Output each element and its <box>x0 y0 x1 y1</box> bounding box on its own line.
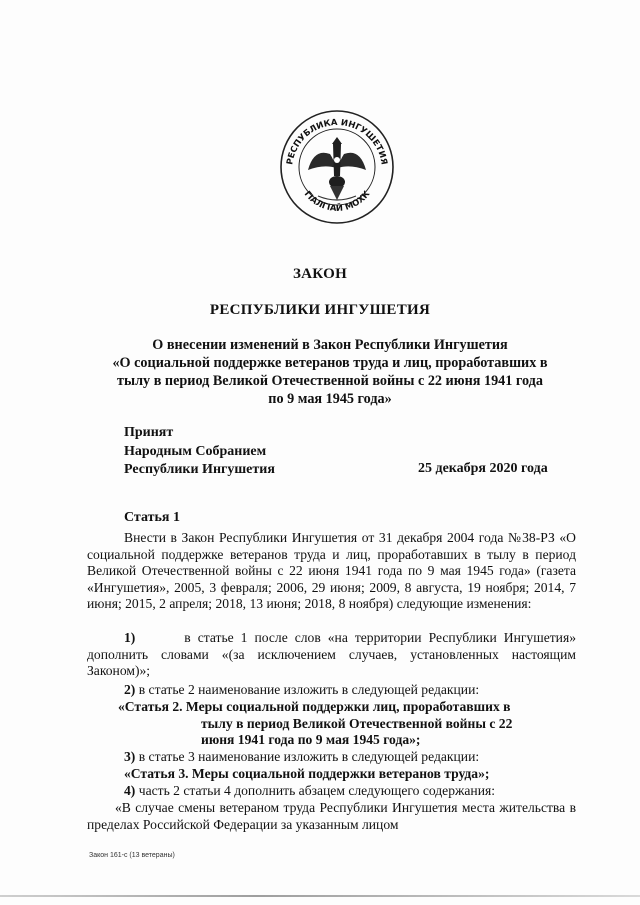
article-heading: Статья 1 <box>124 510 180 525</box>
adopted-date: 25 декабря 2020 года <box>418 461 548 476</box>
amendment-item-1 <box>87 630 576 680</box>
law-title: ЗАКОН <box>292 266 348 282</box>
emblem-bottom-text: ГIАЛГIАЙ МОХК <box>301 189 373 214</box>
amendment-item-4 <box>124 783 495 799</box>
adopted-by: Народным Собранием <box>124 443 267 459</box>
adopted-label: Принят <box>124 425 174 440</box>
amendment-item-2 <box>124 682 479 698</box>
item-number: 2) <box>124 682 136 697</box>
subject-line: «О социальной поддержке ветеранов труда и лиц, проработавших в <box>112 355 548 371</box>
article-3-new-title: «Статья 3. Меры социальной поддержки ветеранов труда»; <box>124 766 490 781</box>
republic-title: РЕСПУБЛИКИ ИНГУШЕТИЯ <box>209 302 431 318</box>
item-text: в статье 3 наименование изложить в следующей редакции: <box>138 749 480 764</box>
footer-note: Закон 161-с (13 ветераны) <box>89 852 175 859</box>
emblem-top-text: РЕСПУБЛИКА ИНГУШЕТИЯ <box>285 117 389 166</box>
item-text: в статье 1 после слов «на территории Республики Ингушетия» дополнить словами «(за исключением случаев, установленных настоящим Законом)»; <box>87 630 576 678</box>
subject-line: тылу в период Великой Отечественной войны с 22 июня 1941 года <box>117 373 543 389</box>
adopted-block <box>124 424 275 480</box>
subject-line: по 9 мая 1945 года» <box>268 391 392 407</box>
article-intro-text: Внести в Закон Республики Ингушетия от 31 декабря 2004 года №38-РЗ «О социальной поддержке ветеранов труда и лиц, проработавших в тылу в период Великой Отечественной войны с 22 июня 1941 года по 9 мая 1945 года» (газета «Ингушетия», 2005, 3 февраля; 2006, 29 июня; 2009, 8 августа, 19 ноября; 2014, 7 июня; 2015, 2 апреля; 2018, 13 июня; 2018, 8 ноября) следующие изменения: <box>87 530 576 611</box>
quoted-paragraph <box>87 800 576 833</box>
item-number: 4) <box>124 783 136 798</box>
adopted-by-republic: Республики Ингушетия <box>124 462 275 477</box>
new-title-line: «Статья 2. Меры социальной поддержки лиц, проработавших в <box>118 699 511 714</box>
item-number: 3) <box>124 749 136 764</box>
item-text: часть 2 статьи 4 дополнить абзацем следующего содержания: <box>138 783 496 798</box>
quoted-paragraph-text: «В случае смены ветераном труда Республики Ингушетия места жительства в пределах Российской Федерации за указанным лицом <box>87 800 576 832</box>
item-number: 1) <box>124 630 136 645</box>
new-title-line: тылу в период Великой Отечественной войны с 22 <box>201 715 513 731</box>
new-title-line: июня 1941 года по 9 мая 1945 года»; <box>201 732 421 747</box>
item-text: в статье 2 наименование изложить в следующей редакции: <box>138 682 480 697</box>
article-intro <box>87 530 576 613</box>
eagle-left-wing <box>308 153 336 170</box>
article-2-new-title <box>118 699 578 749</box>
scan-edge <box>0 895 640 897</box>
law-subject <box>100 336 560 408</box>
subject-line: О внесении изменений в Закон Республики Ингушетия <box>152 337 508 353</box>
coat-of-arms-emblem <box>278 108 396 226</box>
amendment-item-3 <box>124 749 479 765</box>
eagle-right-wing <box>338 153 366 170</box>
